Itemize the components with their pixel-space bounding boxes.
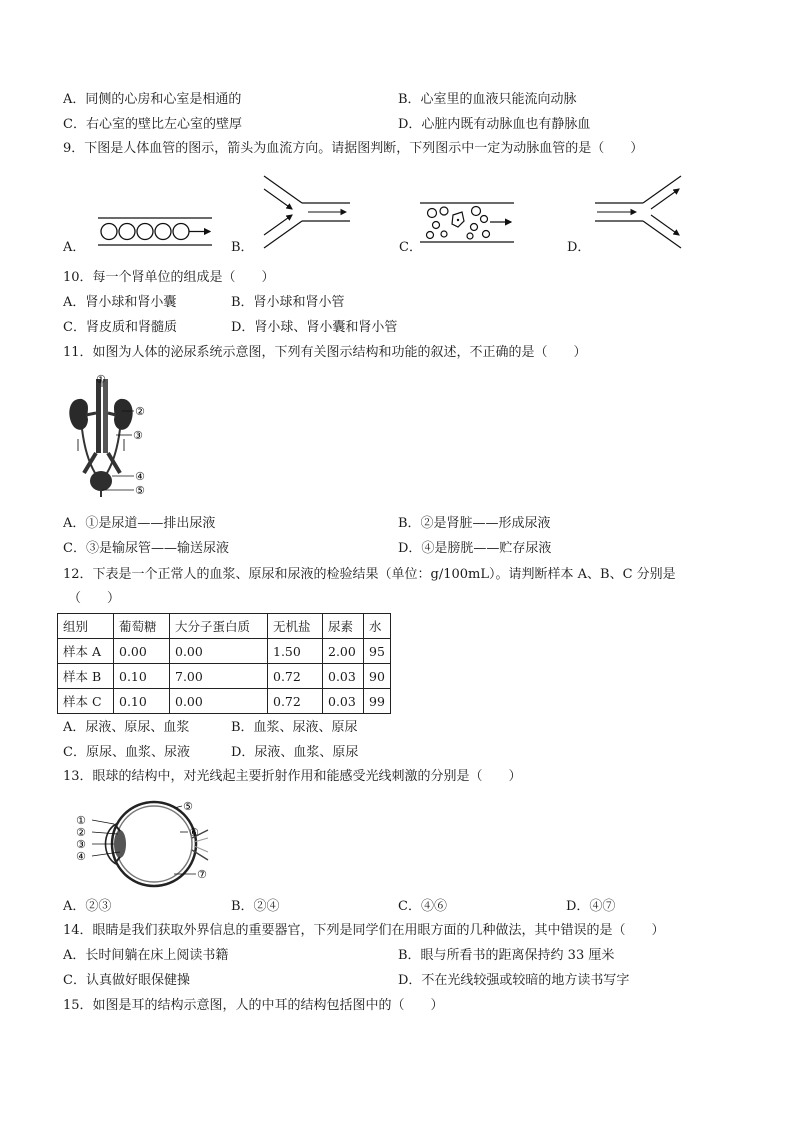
table-cell: 0.72 [268,664,323,689]
urinary-marker-3: ③ [133,429,143,442]
q11-stem: 11．如图为人体的泌尿系统示意图，下列有关图示结构和功能的叙述，不正确的是（ ） [63,345,587,360]
table-row [58,664,391,689]
table-cell: 0.03 [323,664,364,689]
table-cell: 0.10 [114,689,170,714]
q14-stem: 14．眼睛是我们获取外界信息的重要器官，下列是同学们在用眼方面的几种做法，其中错误的是（ ） [63,923,665,938]
q11-option-a: A．①是尿道——排出尿液 [63,516,216,531]
table-cell: 1.50 [268,639,323,664]
table-cell: 7.00 [170,664,268,689]
table-cell: 0.03 [323,689,364,714]
q12-option-b: B．血浆、尿液、原尿 [231,720,358,735]
table-cell: 0.72 [268,689,323,714]
vessel-d-figure [592,172,687,252]
header-cell: 葡萄糖 [114,614,170,639]
table-cell: 样本 B [58,664,114,689]
q10-option-c: C．肾皮质和肾髓质 [63,320,177,335]
urinary-marker-5: ⑤ [135,484,145,497]
table-cell: 95 [364,639,391,664]
q13-option-b: B．②④ [231,899,280,914]
q15-stem: 15．如图是耳的结构示意图，人的中耳的结构包括图中的（ ） [63,998,444,1013]
q10-stem: 10．每一个肾单位的组成是（ ） [63,270,275,285]
table-cell: 0.00 [170,639,268,664]
q13-option-c: C．④⑥ [398,899,447,914]
q12-stem: 12．下表是一个正常人的血浆、原尿和尿液的检验结果（单位：g/100mL）。请判断样本 A、B、C 分别是 [63,567,676,582]
header-cell: 尿素 [323,614,364,639]
table-cell: 0.00 [170,689,268,714]
q11-option-b: B．②是肾脏——形成尿液 [398,516,551,531]
q9-label-b: B． [231,240,254,255]
q14-option-c: C．认真做好眼保健操 [63,973,190,988]
table-cell: 2.00 [323,639,364,664]
eye-marker-3: ③ [76,838,86,851]
urinary-system-figure [62,373,162,499]
table-header-row [58,614,391,639]
eye-marker-6: ⑥ [189,826,199,839]
q9-label-a: A． [63,240,86,255]
q12-option-c: C．原尿、血浆、尿液 [63,745,190,760]
eye-marker-1: ① [76,814,86,827]
urinary-marker-4: ④ [135,470,145,483]
eye-marker-5: ⑤ [183,800,193,813]
q10-option-a: A．肾小球和肾小囊 [63,295,177,310]
test-results-table [57,613,391,714]
table-cell: 99 [364,689,391,714]
vessel-b-figure [258,172,353,252]
q13-option-a: A．②③ [63,899,112,914]
q11-option-c: C．③是输尿管——输送尿液 [63,541,229,556]
header-cell: 组别 [58,614,114,639]
q10-option-b: B．肾小球和肾小管 [231,295,345,310]
table-cell: 样本 C [58,689,114,714]
q12-stem-blank: （ ） [68,591,121,606]
q8-option-a: A．同侧的心房和心室是相通的 [63,92,242,107]
table-row [58,689,391,714]
q13-stem: 13．眼球的结构中，对光线起主要折射作用和能感受光线刺激的分别是（ ） [63,769,522,784]
q12-option-a: A．尿液、原尿、血浆 [63,720,190,735]
q8-option-c: C．右心室的壁比左心室的壁厚 [63,117,242,132]
eye-marker-4: ④ [76,850,86,863]
table-cell: 样本 A [58,639,114,664]
table-row [58,639,391,664]
urinary-marker-2: ② [135,405,145,418]
table-cell: 90 [364,664,391,689]
q14-option-d: D．不在光线较强或较暗的地方读书写字 [398,973,630,988]
table-cell: 0.00 [114,639,170,664]
header-cell: 无机盐 [268,614,323,639]
header-cell: 水 [364,614,391,639]
eye-marker-2: ② [76,826,86,839]
q14-option-a: A．长时间躺在床上阅读书籍 [63,948,229,963]
table-cell: 0.10 [114,664,170,689]
vessel-a-figure [96,212,216,252]
q10-option-d: D．肾小球、肾小囊和肾小管 [231,320,398,335]
eye-marker-7: ⑦ [197,868,207,881]
q12-option-d: D．尿液、血浆、原尿 [231,745,359,760]
urinary-marker-1: ① [96,373,106,386]
eyeball-figure [62,798,212,890]
q9-label-c: C． [399,240,422,255]
q13-option-d: D．④⑦ [566,899,616,914]
q8-option-b: B．心室里的血液只能流向动脉 [398,92,577,107]
vessel-c-figure [418,197,518,247]
header-cell: 大分子蛋白质 [170,614,268,639]
q8-option-d: D．心脏内既有动脉血也有静脉血 [398,117,591,132]
q11-option-d: D．④是膀胱——贮存尿液 [398,541,552,556]
q14-option-b: B．眼与所看书的距离保持约 33 厘米 [398,948,615,963]
q9-stem: 9．下图是人体血管的图示，箭头为血流方向。请据图判断，下列图示中一定为动脉血管的是（ ） [63,141,644,156]
q9-label-d: D． [567,240,591,255]
